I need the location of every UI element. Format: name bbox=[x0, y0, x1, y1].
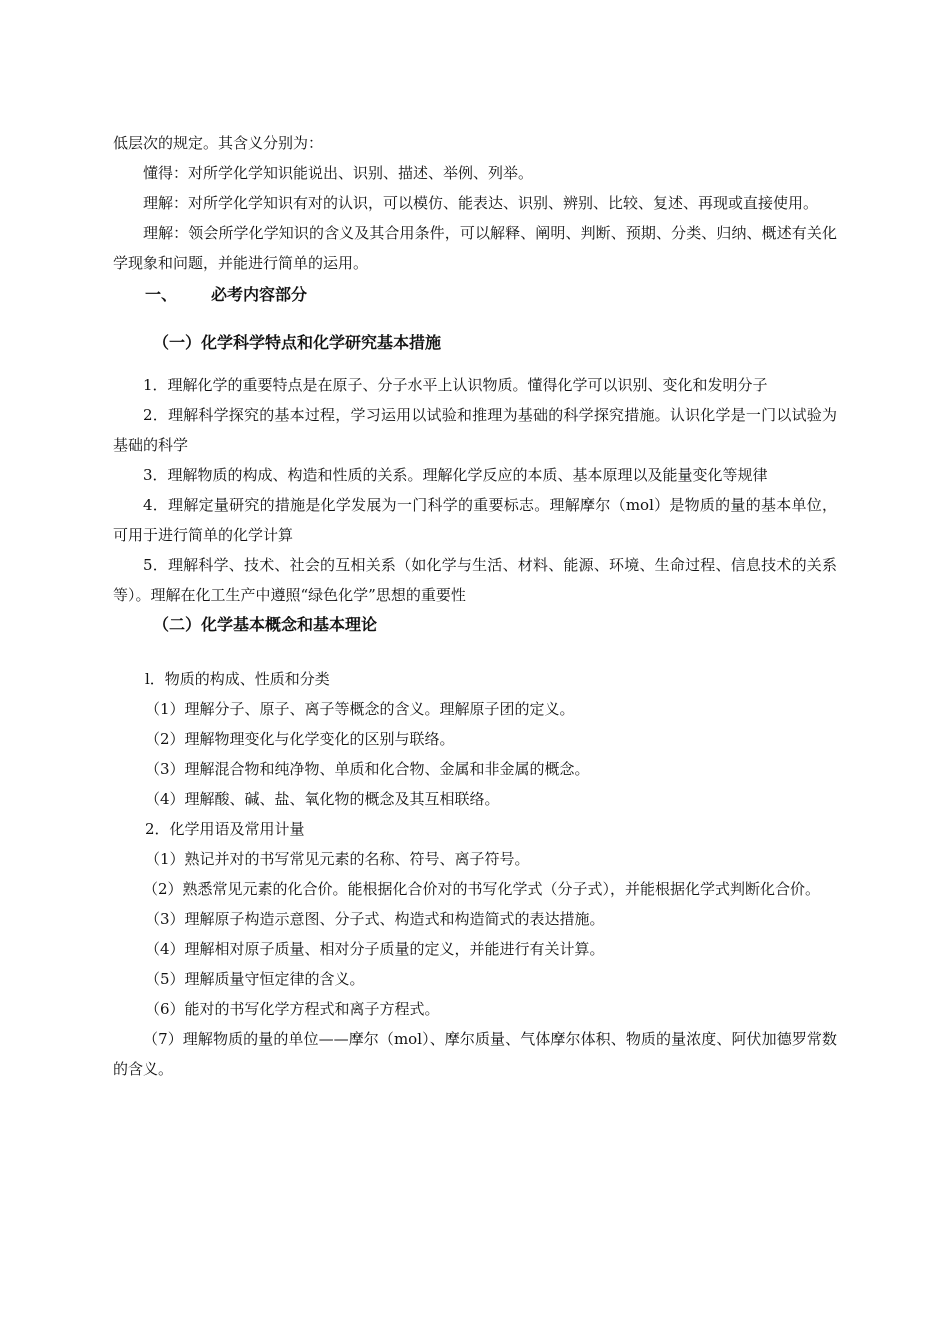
list-item: （6）能对的书写化学方程式和离子方程式。 bbox=[145, 1000, 440, 1018]
list-item: 4．理解定量研究的措施是化学发展为一门科学的重要标志。理解摩尔（mol）是物质的量的基本单位，可用于进行简单的化学计算 bbox=[113, 496, 837, 544]
definition-lijie-2: 理解：领会所学化学知识的含义及其合用条件，可以解释、阐明、判断、预期、分类、归纳、概述有关化学现象和问题，并能进行简单的运用。 bbox=[113, 224, 837, 272]
list-item: 5．理解科学、技术、社会的互相关系（如化学与生活、材料、能源、环境、生命过程、信息技术的关系等）。理解在化工生产中遵照“绿色化学”思想的重要性 bbox=[113, 556, 837, 604]
subsection-heading-2: （二）化学基本概念和基本理论 bbox=[153, 615, 378, 634]
list-item: （3）理解混合物和纯净物、单质和化合物、金属和非金属的概念。 bbox=[145, 760, 590, 778]
list-item: （2）熟悉常见元素的化合价。能根据化合价对的书写化学式（分子式），并能根据化学式判断化合价。 bbox=[143, 880, 821, 898]
group-heading: 2．化学用语及常用计量 bbox=[145, 820, 305, 838]
definition-dongde: 懂得：对所学化学知识能说出、识别、描述、举例、列举。 bbox=[143, 164, 534, 182]
list-item: 2．理解科学探究的基本过程，学习运用以试验和推理为基础的科学探究措施。认识化学是一门以试验为基础的科学 bbox=[113, 406, 837, 454]
list-item: （3）理解原子构造示意图、分子式、构造式和构造简式的表达措施。 bbox=[145, 910, 605, 928]
list-item: （4）理解酸、碱、盐、氧化物的概念及其互相联络。 bbox=[145, 790, 500, 808]
section-number: 一、 bbox=[145, 285, 178, 304]
list-item: （1）熟记并对的书写常见元素的名称、符号、离子符号。 bbox=[145, 850, 530, 868]
list-item: （1）理解分子、原子、离子等概念的含义。理解原子团的定义。 bbox=[145, 700, 575, 718]
intro-line: 低层次的规定。其含义分别为： bbox=[113, 134, 324, 152]
section-title: 必考内容部分 bbox=[211, 285, 308, 304]
document-page bbox=[113, 128, 837, 1084]
list-item: （5）理解质量守恒定律的含义。 bbox=[145, 970, 365, 988]
list-item: 1．理解化学的重要特点是在原子、分子水平上认识物质。懂得化学可以识别、变化和发明分子 bbox=[143, 376, 768, 394]
definition-lijie-1: 理解：对所学化学知识有对的认识，可以模仿、能表达、识别、辨别、比较、复述、再现或直接使用。 bbox=[143, 194, 819, 212]
list-item: （2）理解物理变化与化学变化的区别与联络。 bbox=[145, 730, 455, 748]
list-item: （7）理解物质的量的单位——摩尔（mol）、摩尔质量、气体摩尔体积、物质的量浓度、阿伏加德罗常数的含义。 bbox=[113, 1030, 837, 1078]
group-heading: l．物质的构成、性质和分类 bbox=[145, 670, 330, 688]
list-item: （4）理解相对原子质量、相对分子质量的定义，并能进行有关计算。 bbox=[145, 940, 605, 958]
subsection-heading-1: （一）化学科学特点和化学研究基本措施 bbox=[153, 333, 442, 352]
list-item: 3．理解物质的构成、构造和性质的关系。理解化学反应的本质、基本原理以及能量变化等规律 bbox=[143, 466, 768, 484]
section-heading bbox=[113, 278, 837, 318]
